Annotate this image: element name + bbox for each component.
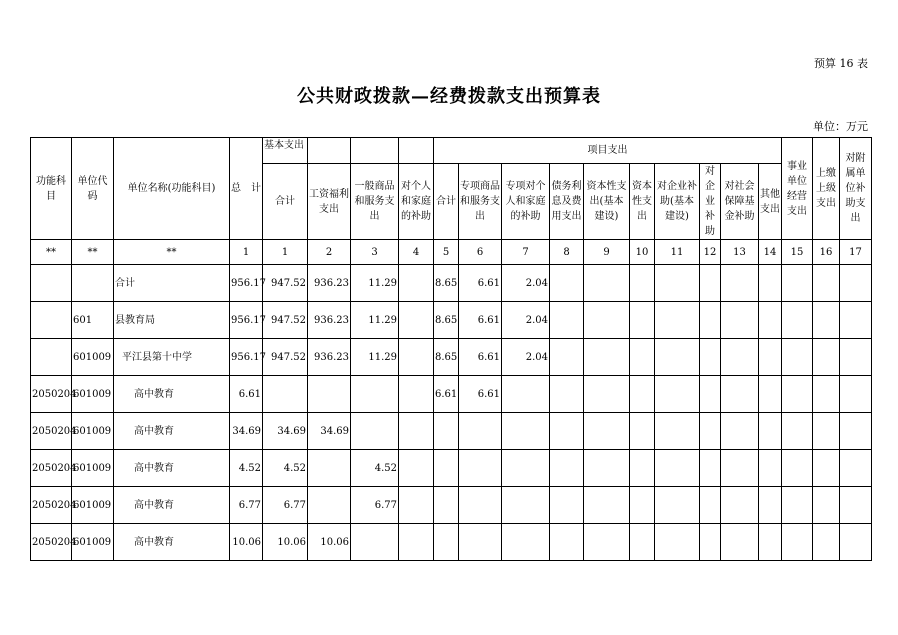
table-row xyxy=(31,524,872,561)
header-func-subject: 功能科目 xyxy=(31,138,72,240)
cell-empty xyxy=(759,413,782,450)
cell-total: 956.17 xyxy=(230,265,263,302)
header-business: 事业单位经营支出 xyxy=(782,138,813,240)
cell-total: 956.17 xyxy=(230,339,263,376)
cell-empty xyxy=(721,524,759,561)
column-index-cell: 6 xyxy=(459,240,502,265)
cell-total: 10.06 xyxy=(230,524,263,561)
cell-empty xyxy=(655,302,700,339)
cell-empty xyxy=(840,265,872,302)
column-index-cell: 3 xyxy=(351,240,399,265)
cell-b-house xyxy=(399,339,434,376)
cell-total: 4.52 xyxy=(230,450,263,487)
cell-name: 高中教育 xyxy=(114,413,230,450)
cell-p-goods xyxy=(459,450,502,487)
form-code: 预算 16 表 xyxy=(814,57,868,70)
header-basic-total: 合计 xyxy=(263,164,308,240)
header-basic-empty xyxy=(399,138,434,164)
column-index-cell: 16 xyxy=(813,240,840,265)
cell-p-house xyxy=(502,376,550,413)
cell-p-goods: 6.61 xyxy=(459,376,502,413)
unit-label: 单位：万元 xyxy=(813,120,868,133)
cell-b-wage: 936.23 xyxy=(308,339,351,376)
cell-name: 县教育局 xyxy=(114,302,230,339)
cell-total: 34.69 xyxy=(230,413,263,450)
column-index-cell: 7 xyxy=(502,240,550,265)
column-index-cell: ** xyxy=(72,240,114,265)
cell-empty xyxy=(584,339,630,376)
column-index-cell: 1 xyxy=(230,240,263,265)
page-title: 公共财政拨款—经费拨款支出预算表 xyxy=(297,86,601,107)
cell-empty xyxy=(782,487,813,524)
cell-b-wage xyxy=(308,376,351,413)
cell-p-house: 2.04 xyxy=(502,339,550,376)
cell-name: 高中教育 xyxy=(114,450,230,487)
cell-p-house xyxy=(502,487,550,524)
cell-b-house xyxy=(399,413,434,450)
cell-empty xyxy=(584,413,630,450)
header-project-household: 专项对个人和家庭的补助 xyxy=(502,164,550,240)
column-index-cell: 10 xyxy=(630,240,655,265)
cell-empty xyxy=(759,376,782,413)
cell-b-goods xyxy=(351,413,399,450)
cell-empty xyxy=(813,339,840,376)
cell-empty xyxy=(759,487,782,524)
cell-empty xyxy=(630,487,655,524)
cell-empty xyxy=(813,450,840,487)
table-row xyxy=(31,302,872,339)
cell-empty xyxy=(550,265,584,302)
cell-empty xyxy=(782,265,813,302)
table-row xyxy=(31,265,872,302)
cell-p-total xyxy=(434,413,459,450)
cell-empty xyxy=(721,376,759,413)
cell-empty xyxy=(840,524,872,561)
cell-p-goods xyxy=(459,524,502,561)
header-project-enterprise: 对企业补助 xyxy=(700,164,721,240)
cell-b-house xyxy=(399,450,434,487)
cell-b-total: 10.06 xyxy=(263,524,308,561)
cell-empty xyxy=(655,339,700,376)
cell-empty xyxy=(759,450,782,487)
column-index-row xyxy=(31,240,872,265)
cell-b-total xyxy=(263,376,308,413)
cell-b-wage xyxy=(308,450,351,487)
cell-empty xyxy=(630,265,655,302)
cell-empty xyxy=(550,487,584,524)
cell-func: 2050204 xyxy=(31,487,72,524)
column-index-cell: 12 xyxy=(700,240,721,265)
cell-p-goods xyxy=(459,487,502,524)
header-project-capital-basic: 资本性支出(基本建设) xyxy=(584,164,630,240)
header-project: 项目支出 xyxy=(434,138,782,164)
header-basic-empty xyxy=(308,138,351,164)
cell-empty xyxy=(584,487,630,524)
cell-empty xyxy=(550,302,584,339)
cell-b-goods: 11.29 xyxy=(351,302,399,339)
column-index-cell: 5 xyxy=(434,240,459,265)
cell-func xyxy=(31,265,72,302)
cell-empty xyxy=(782,450,813,487)
cell-p-goods: 6.61 xyxy=(459,265,502,302)
cell-b-wage: 936.23 xyxy=(308,265,351,302)
cell-empty xyxy=(630,450,655,487)
cell-total: 6.61 xyxy=(230,376,263,413)
cell-empty xyxy=(813,487,840,524)
cell-empty xyxy=(721,265,759,302)
cell-empty xyxy=(550,524,584,561)
cell-code: 601009 xyxy=(72,524,114,561)
cell-func: 2050204 xyxy=(31,450,72,487)
column-index-cell: 8 xyxy=(550,240,584,265)
cell-empty xyxy=(840,413,872,450)
header-basic-empty xyxy=(351,138,399,164)
header-project-goods: 专项商品和服务支出 xyxy=(459,164,502,240)
cell-code: 601009 xyxy=(72,487,114,524)
cell-p-house: 2.04 xyxy=(502,265,550,302)
cell-empty xyxy=(813,265,840,302)
cell-b-total: 6.77 xyxy=(263,487,308,524)
cell-empty xyxy=(782,302,813,339)
table-row xyxy=(31,413,872,450)
cell-empty xyxy=(721,413,759,450)
cell-b-goods: 11.29 xyxy=(351,339,399,376)
header-project-debt: 债务利息及费用支出 xyxy=(550,164,584,240)
cell-b-house xyxy=(399,302,434,339)
cell-empty xyxy=(655,487,700,524)
cell-empty xyxy=(655,524,700,561)
cell-empty xyxy=(840,376,872,413)
cell-empty xyxy=(721,302,759,339)
cell-empty xyxy=(759,302,782,339)
cell-empty xyxy=(655,413,700,450)
cell-empty xyxy=(584,302,630,339)
cell-empty xyxy=(655,376,700,413)
cell-empty xyxy=(759,339,782,376)
cell-empty xyxy=(700,376,721,413)
cell-b-goods xyxy=(351,524,399,561)
header-basic: 基本支出 xyxy=(263,138,308,164)
cell-func xyxy=(31,302,72,339)
cell-b-wage: 936.23 xyxy=(308,302,351,339)
cell-func xyxy=(31,339,72,376)
column-index-cell: 4 xyxy=(399,240,434,265)
cell-name: 高中教育 xyxy=(114,487,230,524)
cell-b-goods xyxy=(351,376,399,413)
cell-b-goods: 4.52 xyxy=(351,450,399,487)
header-total: 总 计 xyxy=(230,138,263,240)
cell-func: 2050204 xyxy=(31,524,72,561)
cell-name: 高中教育 xyxy=(114,376,230,413)
cell-empty xyxy=(584,450,630,487)
cell-b-total: 4.52 xyxy=(263,450,308,487)
cell-empty xyxy=(655,265,700,302)
cell-empty xyxy=(584,265,630,302)
cell-b-wage: 34.69 xyxy=(308,413,351,450)
cell-p-total: 6.61 xyxy=(434,376,459,413)
cell-p-house xyxy=(502,524,550,561)
cell-b-total: 34.69 xyxy=(263,413,308,450)
column-index-cell: 13 xyxy=(721,240,759,265)
cell-empty xyxy=(721,339,759,376)
cell-empty xyxy=(782,376,813,413)
cell-empty xyxy=(721,450,759,487)
cell-code: 601009 xyxy=(72,339,114,376)
cell-empty xyxy=(550,413,584,450)
cell-empty xyxy=(840,487,872,524)
cell-empty xyxy=(550,339,584,376)
cell-empty xyxy=(813,376,840,413)
cell-code: 601009 xyxy=(72,450,114,487)
cell-code: 601009 xyxy=(72,413,114,450)
cell-b-wage: 10.06 xyxy=(308,524,351,561)
cell-code: 601 xyxy=(72,302,114,339)
cell-empty xyxy=(584,376,630,413)
cell-empty xyxy=(840,302,872,339)
cell-p-house: 2.04 xyxy=(502,302,550,339)
cell-name: 高中教育 xyxy=(114,524,230,561)
cell-empty xyxy=(700,487,721,524)
cell-empty xyxy=(721,487,759,524)
cell-b-total: 947.52 xyxy=(263,302,308,339)
cell-p-house xyxy=(502,450,550,487)
cell-code: 601009 xyxy=(72,376,114,413)
header-other: 其他支出 xyxy=(759,164,782,240)
cell-total: 956.17 xyxy=(230,302,263,339)
cell-b-total: 947.52 xyxy=(263,339,308,376)
cell-p-total: 8.65 xyxy=(434,265,459,302)
cell-empty xyxy=(700,413,721,450)
cell-b-house xyxy=(399,265,434,302)
cell-p-goods: 6.61 xyxy=(459,302,502,339)
cell-p-goods xyxy=(459,413,502,450)
cell-func: 2050204 xyxy=(31,376,72,413)
cell-empty xyxy=(782,524,813,561)
cell-code xyxy=(72,265,114,302)
cell-p-total xyxy=(434,487,459,524)
cell-empty xyxy=(630,339,655,376)
cell-p-total xyxy=(434,450,459,487)
header-unit-code: 单位代码 xyxy=(72,138,114,240)
cell-empty xyxy=(700,339,721,376)
cell-name: 平江县第十中学 xyxy=(114,339,230,376)
cell-empty xyxy=(840,450,872,487)
column-index-cell: 15 xyxy=(782,240,813,265)
header-project-enterprise-basic: 对企业补助(基本建设) xyxy=(655,164,700,240)
cell-empty xyxy=(655,450,700,487)
cell-empty xyxy=(813,302,840,339)
cell-empty xyxy=(630,524,655,561)
cell-empty xyxy=(630,413,655,450)
cell-p-total xyxy=(434,524,459,561)
column-index-cell: ** xyxy=(31,240,72,265)
column-index-cell: 11 xyxy=(655,240,700,265)
column-index-cell: 14 xyxy=(759,240,782,265)
cell-empty xyxy=(630,302,655,339)
cell-p-goods: 6.61 xyxy=(459,339,502,376)
cell-name: 合计 xyxy=(114,265,230,302)
cell-p-total: 8.65 xyxy=(434,339,459,376)
cell-func: 2050204 xyxy=(31,413,72,450)
header-basic-household: 对个人和家庭的补助 xyxy=(399,164,434,240)
header-project-total: 合计 xyxy=(434,164,459,240)
cell-empty xyxy=(759,265,782,302)
cell-empty xyxy=(840,339,872,376)
cell-b-house xyxy=(399,487,434,524)
cell-empty xyxy=(700,265,721,302)
cell-b-house xyxy=(399,376,434,413)
column-index-cell: 2 xyxy=(308,240,351,265)
budget-table xyxy=(30,137,872,561)
cell-empty xyxy=(700,302,721,339)
cell-b-house xyxy=(399,524,434,561)
header-upper: 上缴上级支出 xyxy=(813,138,840,240)
table-row xyxy=(31,487,872,524)
cell-empty xyxy=(782,339,813,376)
table-row xyxy=(31,450,872,487)
column-index-cell: 17 xyxy=(840,240,872,265)
cell-p-house xyxy=(502,413,550,450)
cell-empty xyxy=(700,450,721,487)
column-index-cell: 1 xyxy=(263,240,308,265)
cell-empty xyxy=(584,524,630,561)
column-index-cell: 9 xyxy=(584,240,630,265)
column-index-cell: ** xyxy=(114,240,230,265)
cell-p-total: 8.65 xyxy=(434,302,459,339)
cell-empty xyxy=(630,376,655,413)
header-project-capital: 资本性支出 xyxy=(630,164,655,240)
table-row xyxy=(31,376,872,413)
cell-empty xyxy=(813,413,840,450)
cell-b-goods: 11.29 xyxy=(351,265,399,302)
cell-b-goods: 6.77 xyxy=(351,487,399,524)
cell-empty xyxy=(550,376,584,413)
cell-b-total: 947.52 xyxy=(263,265,308,302)
cell-empty xyxy=(700,524,721,561)
cell-total: 6.77 xyxy=(230,487,263,524)
header-project-social: 对社会保障基金补助 xyxy=(721,164,759,240)
cell-empty xyxy=(813,524,840,561)
cell-empty xyxy=(782,413,813,450)
header-basic-wage: 工资福利支出 xyxy=(308,164,351,240)
table-row xyxy=(31,339,872,376)
cell-empty xyxy=(550,450,584,487)
header-unit-name: 单位名称(功能科目) xyxy=(114,138,230,240)
table-body xyxy=(31,265,872,561)
cell-empty xyxy=(759,524,782,561)
header-basic-goods: 一般商品和服务支出 xyxy=(351,164,399,240)
cell-b-wage xyxy=(308,487,351,524)
header-affiliate: 对附属单位补助支出 xyxy=(840,138,872,240)
